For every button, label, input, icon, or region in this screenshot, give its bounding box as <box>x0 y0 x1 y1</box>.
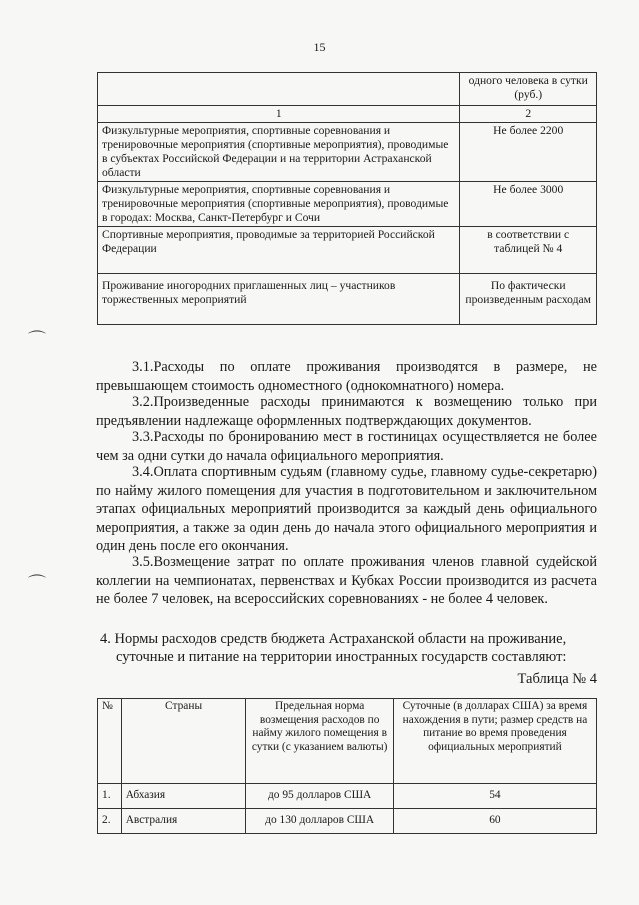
header-cell-norm: одного человека в сутки (руб.) <box>460 73 597 106</box>
table-row <box>98 784 597 809</box>
header-daily: Суточные (в долларах США) за время нахождения в пути; размер средств на питание во время проведения официальных мероприятий <box>393 699 596 784</box>
header-num: № <box>98 699 122 784</box>
paragraph-3-3: 3.3.Расходы по бронированию мест в гостиницах осуществляется не более чем за одни сутки до начала официального мероприятия. <box>96 429 597 464</box>
row-norm: По фактически произведенным расходам <box>460 274 597 325</box>
row-country: Австралия <box>121 809 246 834</box>
margin-mark: ⌒ <box>28 574 46 594</box>
table-4-caption: Таблица № 4 <box>517 671 597 687</box>
expense-norms-table <box>97 72 597 325</box>
table-header-row <box>98 73 597 106</box>
header-country: Страны <box>121 699 246 784</box>
column-number-2: 2 <box>460 106 597 123</box>
paragraph-3-2: 3.2.Произведенные расходы принимаются к возмещению только при предъявлении надлежаще оформленных подтверждающих документов. <box>96 394 597 429</box>
row-rate: до 95 долларов США <box>246 784 393 809</box>
row-description: Спортивные мероприятия, проводимые за территорией Российской Федерации <box>98 227 460 274</box>
table-row <box>98 227 597 274</box>
row-num: 2. <box>98 809 122 834</box>
header-rate: Предельная норма возмещения расходов по найму жилого помещения в сутки (с указанием валюты) <box>246 699 393 784</box>
table-row <box>98 274 597 325</box>
row-description: Физкультурные мероприятия, спортивные соревнования и тренировочные мероприятия (спортивные мероприятия), проводимые в субъектах Российской Федерации и на территории Астраханской области <box>98 123 460 182</box>
paragraph-3-4: 3.4.Оплата спортивным судьям (главному судье, главному судье-секретарю) по найму жилого помещения для участия в подготовительном и заключительном этапах официальных мероприятий производится за каждый день официального мероприятия, а также за один день до начала этого официального мероприятия и один день после его окончания. <box>96 464 597 554</box>
page-number: 15 <box>313 40 326 54</box>
row-description: Физкультурные мероприятия, спортивные соревнования и тренировочные мероприятия (спортивные мероприятия), проводимые в городах: Москва, Санкт-Петербург и Сочи <box>98 182 460 227</box>
table-row <box>98 809 597 834</box>
row-country: Абхазия <box>121 784 246 809</box>
row-daily: 60 <box>393 809 596 834</box>
column-number-1: 1 <box>98 106 460 123</box>
foreign-expense-table <box>97 698 597 834</box>
paragraph-3-1: 3.1.Расходы по оплате проживания производятся в размере, не превышающем стоимость одноместного (однокомнатного) номера. <box>96 359 597 394</box>
column-number-row <box>98 106 597 123</box>
table-row <box>98 123 597 182</box>
section-4-heading: 4. Нормы расходов средств бюджета Астраханской области на проживание, суточные и питание на территории иностранных государств составляют: <box>100 631 567 665</box>
paragraph-3-5: 3.5.Возмещение затрат по оплате проживания членов главной судейской коллегии на чемпионатах, первенствах и Кубках России производится из расчета не более 7 человек, на всероссийских соревнованиях - не более 4 человек. <box>96 554 597 607</box>
row-rate: до 130 долларов США <box>246 809 393 834</box>
header-cell-empty <box>98 73 460 106</box>
row-norm: Не более 3000 <box>460 182 597 227</box>
table-row <box>98 182 597 227</box>
margin-mark: ⌒ <box>28 330 46 350</box>
row-description: Проживание иногородних приглашенных лиц – участников торжественных мероприятий <box>98 274 460 325</box>
row-norm: в соответствии с таблицей № 4 <box>460 227 597 274</box>
row-daily: 54 <box>393 784 596 809</box>
table-header-row <box>98 699 597 784</box>
row-norm: Не более 2200 <box>460 123 597 182</box>
row-num: 1. <box>98 784 122 809</box>
